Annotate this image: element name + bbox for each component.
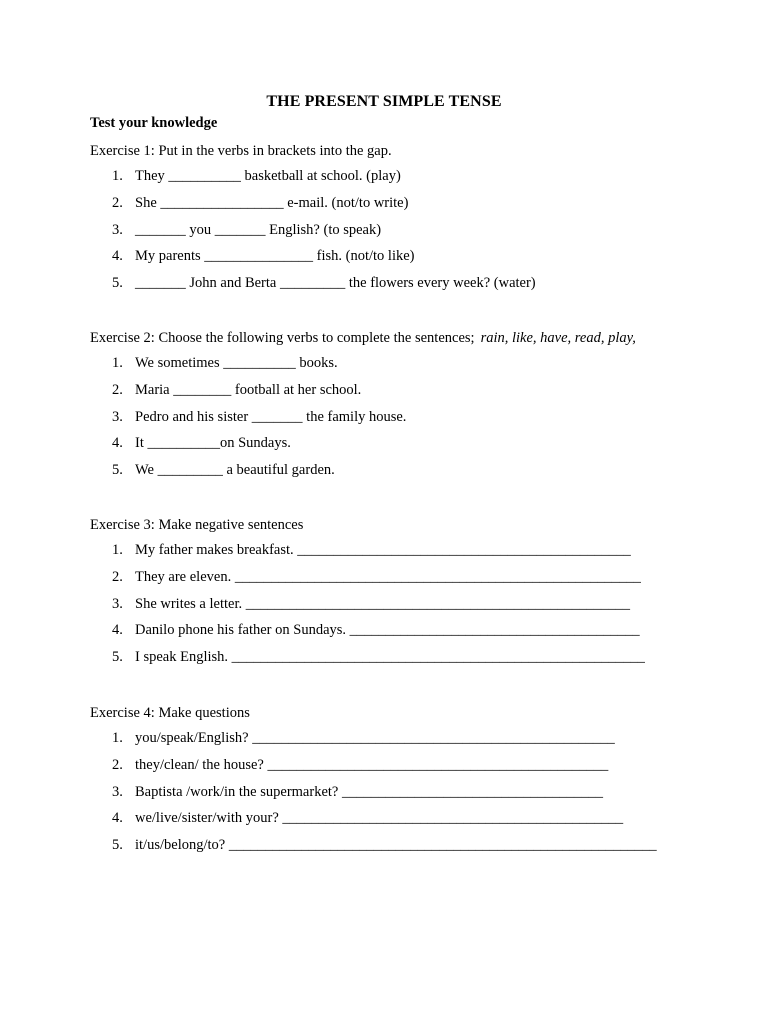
item-text: She _________________ e-mail. (not/to write) — [135, 194, 409, 211]
item-text: My father makes breakfast. ______________________________________________ — [135, 542, 631, 558]
item-number: 4. — [112, 248, 123, 265]
item-number: 5. — [112, 462, 123, 479]
item-number: 3. — [112, 221, 123, 238]
item-number: 3. — [112, 408, 123, 425]
item-number: 5. — [112, 649, 123, 666]
item-number: 1. — [112, 168, 123, 184]
item-number: 3. — [112, 783, 123, 800]
list-item — [90, 430, 690, 457]
item-text: Pedro and his sister _______ the family house. — [135, 408, 407, 425]
list-item — [90, 270, 690, 297]
exercise-items — [90, 350, 690, 484]
exercise-instruction — [90, 515, 690, 535]
item-text: I speak English. _________________________________________________________ — [135, 649, 645, 666]
list-item — [90, 564, 690, 591]
list-item — [90, 457, 690, 484]
list-item — [90, 725, 690, 752]
item-number: 1. — [112, 730, 123, 746]
item-text: Baptista /work/in the supermarket? ____________________________________ — [135, 783, 603, 800]
list-item — [90, 190, 690, 217]
item-text: Maria ________ football at her school. — [135, 381, 362, 398]
instruction-text: Exercise 3: Make negative sentences — [90, 517, 304, 533]
item-text: My parents _______________ fish. (not/to like) — [135, 248, 415, 265]
exercise-items — [90, 725, 690, 859]
list-item — [90, 832, 690, 859]
instruction-text: Exercise 2: Choose the following verbs to complete the sentences; — [90, 330, 475, 346]
exercise-1 — [90, 141, 690, 297]
item-number: 2. — [112, 381, 123, 398]
list-item — [90, 217, 690, 244]
item-text: _______ you _______ English? (to speak) — [135, 221, 382, 238]
item-text: It __________on Sundays. — [135, 435, 291, 452]
item-number: 3. — [112, 595, 123, 612]
exercise-3 — [90, 515, 690, 671]
exercise-items — [90, 537, 690, 671]
page-subtitle: Test your knowledge — [90, 115, 218, 131]
list-item — [90, 644, 690, 671]
item-number: 2. — [112, 568, 123, 585]
exercise-2 — [90, 328, 690, 484]
verb-list: rain, like, have, read, play, — [480, 330, 636, 346]
list-item — [90, 404, 690, 431]
item-number: 4. — [112, 435, 123, 452]
item-number: 4. — [112, 810, 123, 827]
item-text: Danilo phone his father on Sundays. ________________________________________ — [135, 622, 640, 639]
item-text: you/speak/English? __________________________________________________ — [135, 730, 615, 746]
item-text: we/live/sister/with your? _______________________________________________ — [135, 810, 624, 827]
exercise-instruction — [90, 328, 690, 348]
item-text: They are eleven. ________________________________________________________ — [135, 568, 641, 585]
item-number: 2. — [112, 756, 123, 773]
item-text: They __________ basketball at school. (play) — [135, 168, 401, 184]
list-item — [90, 617, 690, 644]
page-title: THE PRESENT SIMPLE TENSE — [266, 93, 502, 110]
list-item — [90, 243, 690, 270]
item-number: 1. — [112, 355, 123, 371]
exercise-items — [90, 163, 690, 297]
list-item — [90, 752, 690, 779]
exercise-4 — [90, 703, 690, 859]
list-item — [90, 779, 690, 806]
list-item — [90, 537, 690, 564]
item-text: they/clean/ the house? _______________________________________________ — [135, 756, 609, 773]
item-text: _______ John and Berta _________ the flowers every week? (water) — [135, 275, 536, 292]
item-number: 5. — [112, 837, 123, 854]
item-text: She writes a letter. _____________________________________________________ — [135, 595, 630, 612]
list-item — [90, 805, 690, 832]
item-number: 1. — [112, 542, 123, 558]
item-text: it/us/belong/to? ___________________________________________________________ — [135, 837, 657, 854]
item-number: 2. — [112, 194, 123, 211]
item-text: We sometimes __________ books. — [135, 355, 338, 371]
item-number: 4. — [112, 622, 123, 639]
instruction-text: Exercise 1: Put in the verbs in brackets into the gap. — [90, 143, 392, 159]
item-text: We _________ a beautiful garden. — [135, 462, 335, 479]
exercise-instruction — [90, 141, 690, 161]
exercise-instruction — [90, 703, 690, 723]
list-item — [90, 591, 690, 618]
list-item — [90, 377, 690, 404]
list-item — [90, 350, 690, 377]
instruction-text: Exercise 4: Make questions — [90, 705, 250, 721]
item-number: 5. — [112, 275, 123, 292]
list-item — [90, 163, 690, 190]
